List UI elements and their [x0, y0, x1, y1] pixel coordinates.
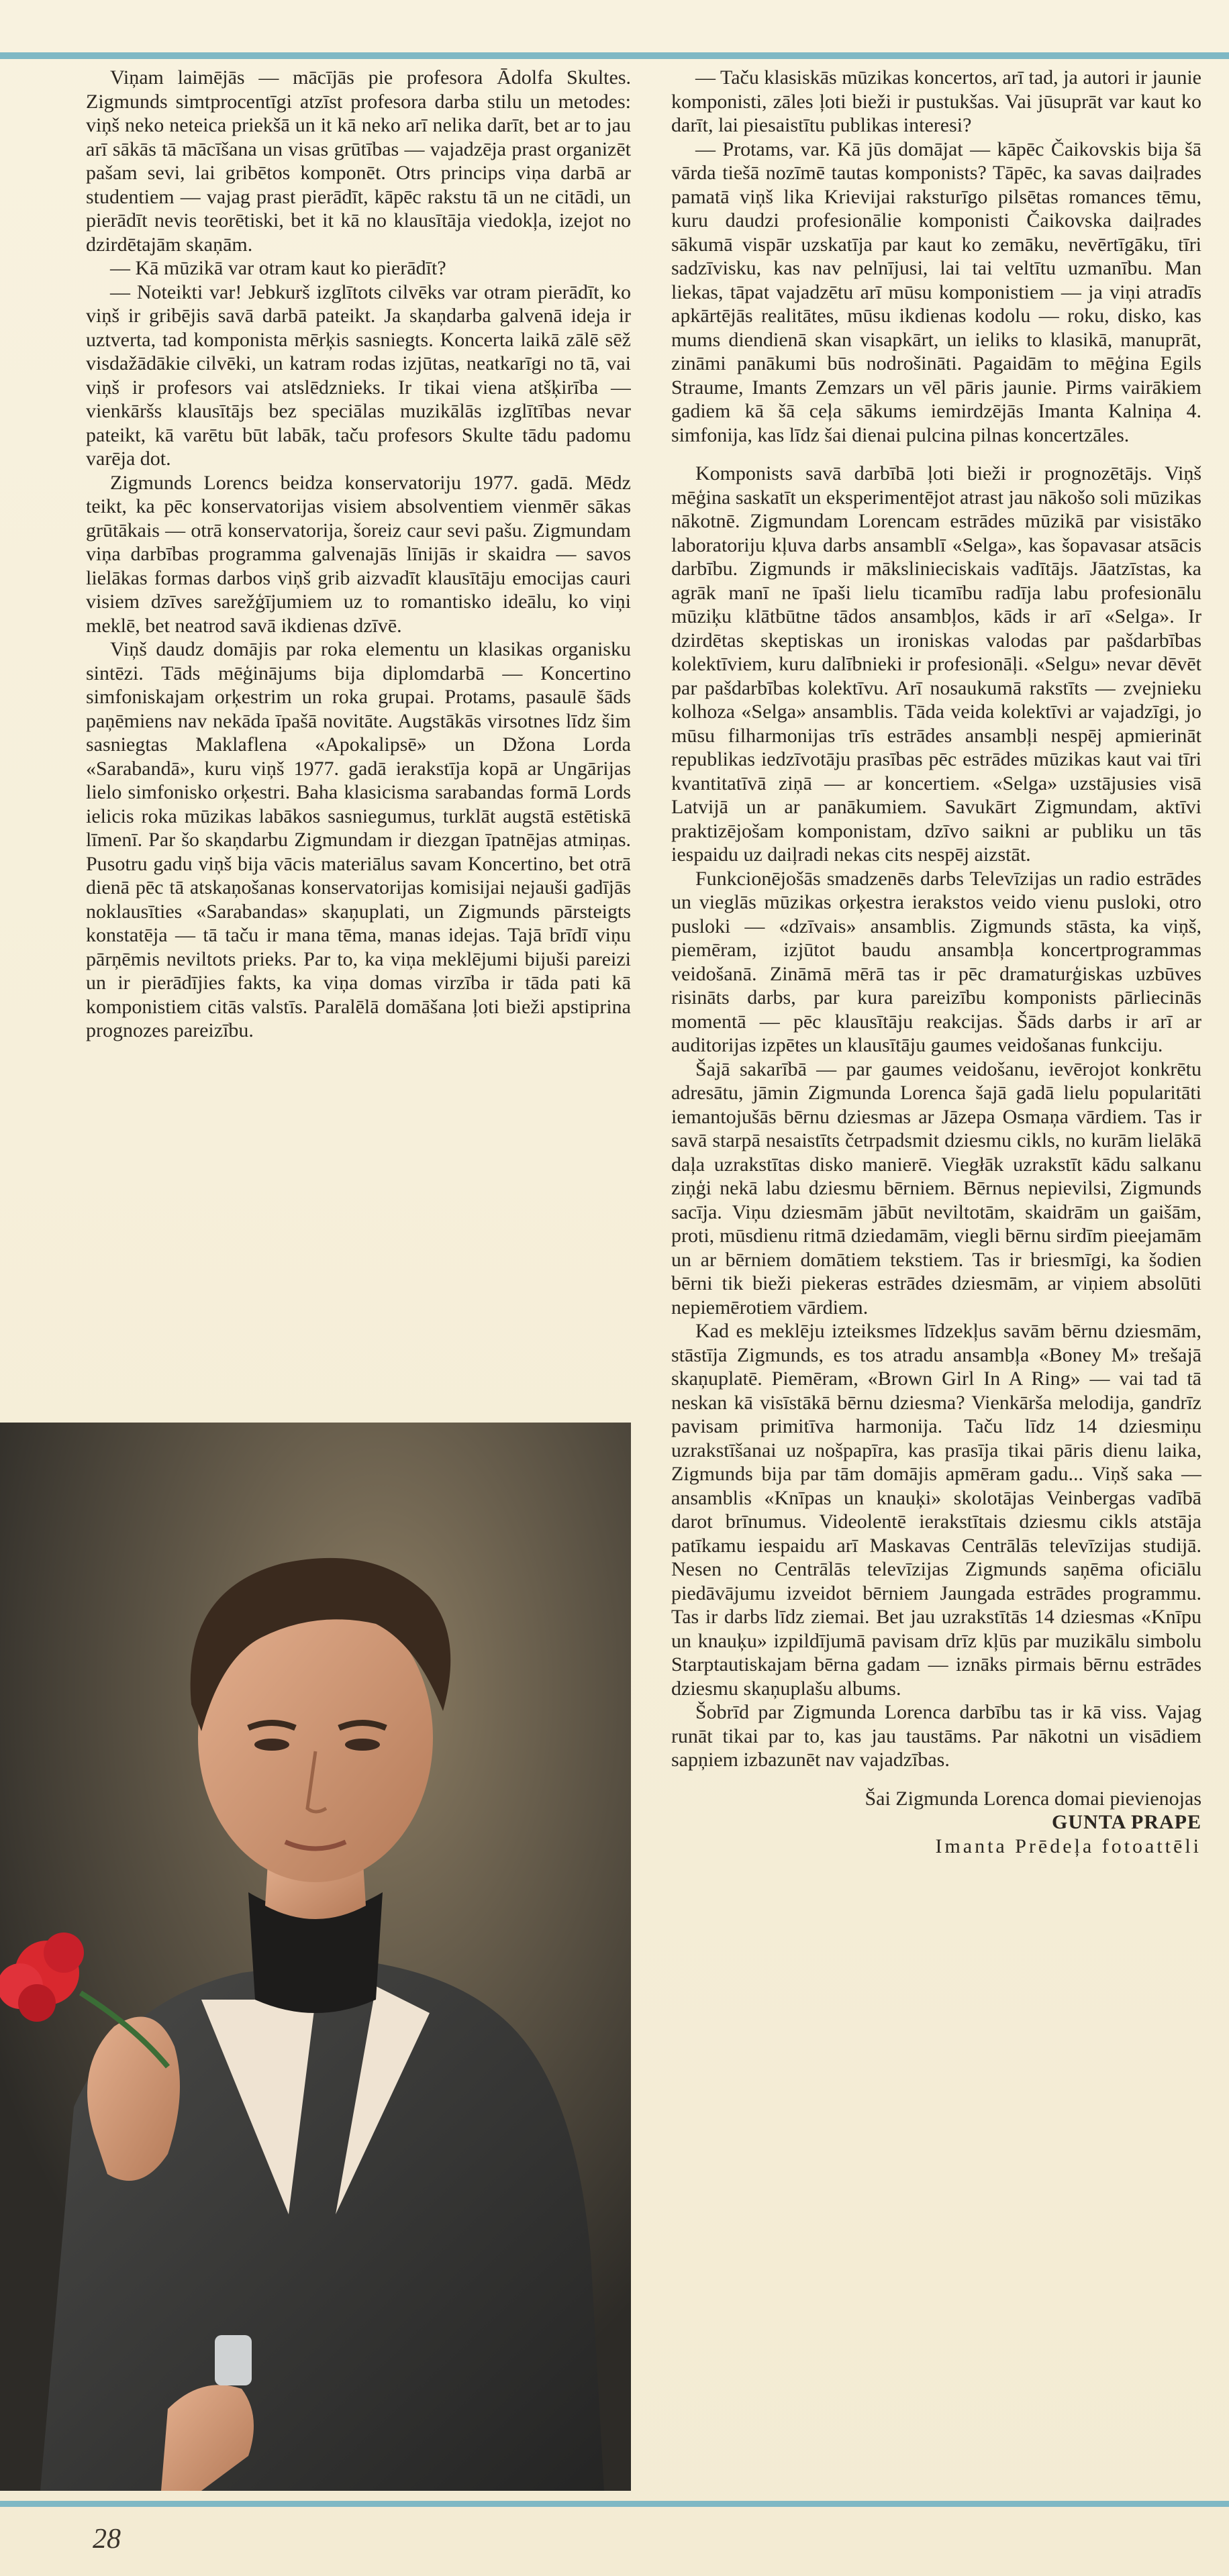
paragraph: Šajā sakarībā — par gaumes veidošanu, ievērojot konkrētu adresātu, jāmin Zigmunda Lorenca šajā gadā lielu popularitāti iemantojušās bērnu dziesmas ar Jāzepa Osmaņa vārdiem. Tas ir savā starpā nesaistīts četrpadsmit dziesmu cikls, no kurām lielākā daļa uzrakstītas disko manierē. Viegłāk uzrakstīt kādu salkanu ziņģi nekā labu dziesmu bērniem. Bērnus nepievilsi, Zigmunds sacīja. Viņu dziesmām jābūt neviltotām, skaidrām un gaišām, proti, mūsdienu ritmā dziedamām, viegli bērnu sirdīm pieejamām un ar bērniem domātiem tekstiem. Tas ir briesmīgi, ka šodien bērni tik bieži piekeras estrādes dziesmām, ar viņiem absolūti nepiemērotiem vārdiem.	[671, 1058, 1201, 1319]
paragraph: Viņš daudz domājis par roka elementu un klasikas organisku sintēzi. Tāds mēģinājums bija diplomdarbā — Koncertino simfoniskajam orķestrim un roka grupai. Protams, pasaulē šāds paņēmiens nav nekāda īpašā novitāte. Augstākās virsotnes līdz šim sasniegtas Maklaflena «Apokalipsē» un Džona Lorda «Sarabandā», kuru viņš 1977. gadā ierakstīja kopā ar Ungārijas lielo simfonisko orķestri. Baha klasicisma sarabandas formā Lords ielicis roka mūzikas labākos sasniegumus, turklāt augstā estētiskā līmenī. Par šo skaņdarbu Zigmundam ir diezgan īpatnējas atmiņas. Pusotru gadu viņš bija vācis materiālus savam Koncertino, bet otrā dienā pēc tā atskaņošanas konservatorijas komisijai nejauši gadījās noklausīties «Sarabandas» skaņuplati, un Zigmunds pārsteigts konstatēja — tā taču ir mana tēma, manas idejas. Tajā brīdī viņu pārņēmis neviltots prieks. Par to, ka viņa meklējumi bijuši pareizi un ir pierādījies fakts, ka viņa domas virzība ir tāda pati kā komponistiem citās valstīs. Paralēlā domāšana ļoti bieži apstiprina prognozes pareizību.	[86, 638, 631, 1041]
top-rule	[0, 52, 1229, 59]
composer-portrait-photo	[0, 1423, 631, 2491]
right-article-column	[671, 66, 1201, 2428]
signature-intro: Šai Zigmunda Lorenca domai pievienojas	[865, 1787, 1201, 1810]
bottom-rule	[0, 2501, 1229, 2507]
left-article-column	[86, 66, 631, 1381]
author-credit: GUNTA PRAPE	[1052, 1811, 1201, 1833]
paragraph-question: — Kā mūzikā var otram kaut ko pierādīt?	[110, 257, 446, 279]
photo-credit: Imanta Prēdeļa fotoattēli	[935, 1835, 1201, 1857]
paragraph: Šobrīd par Zigmunda Lorenca darbību tas ir kā viss. Vajag runāt tikai par to, kas jau taustāms. Par nākotni un visādiem sapņiem izbazunēt nav vajadzības.	[671, 1701, 1201, 1771]
portrait-illustration	[0, 1423, 631, 2491]
paragraph: Viņam laimējās — mācījās pie profesora Ādolfa Skultes. Zigmunds simtprocentīgi atzīst profesora darba stilu un metodes: viņš neko neteica priekšā un it kā neko arī nelika darīt, bet ar to jau arī sākās tā mācīšana un visas grūtības — vajadzēja prast organizēt pašam sevi, lai gribētos komponēt. Otrs princips viņa darbā ar studentiem — vajag prast pierādīt, kāpēc rakstu tā un ne citādi, un pierādīt nevis teorētiski, bet it kā no klausītāja viedokļa, izejot no dzirdētajām skaņām.	[86, 66, 631, 256]
paragraph: Kad es meklēju izteiksmes līdzekļus savām bērnu dziesmām, stāstīja Zigmunds, es tos atradu ansambļa «Boney M» trešajā skaņuplatē. Piemēram, «Brown Girl In A Ring» — vai tad tā neskan kā visīstākā bērnu dziesma? Vienkārša melodija, gandrīz pavisam primitīva harmonija. Taču līdz 14 dziesmiņu uzrakstīšanai uz nošpapīra, kas prasīja tikai pāris dienu laika, Zigmunds bija par tām domājis apmēram gadu... Viņš saka — ansamblis «Knīpas un knauķi» skolotājas Veinbergas vadībā darot brīnumus. Videolentē ierakstītais dziesmu cikls atstāja patīkamu iespaidu arī Maskavas Centrālās televīzijas studijā. Nesen no Centrālās televīzijas Zigmunds saņēma oficiālu piedāvājumu izveidot bērniem Jaungada estrādes programmu. Tas ir darbs līdz ziemai. Bet jau uzrakstītās 14 dziesmas «Knīpu un knauķu» izpildījumā pavisam drīz kļūs par muzikālu simbolu Starptautiskajam bērna gadam — iznāks pirmais bērnu estrādes dziesmu skaņuplašu albums.	[671, 1320, 1201, 1700]
paragraph: — Protams, var. Kā jūs domājat — kāpēc Čaikovskis bija šā vārda tiešā nozīmē tautas komponists? Tāpēc, ka savas daiļrades pamatā viņš lika Krievijai raksturīgo pilsētas romances tēmu, kuru daudzi profesionālie komponisti Čaikovska daiļrades sākumā vispār uzskatīja par kaut ko zemāku, nevērtīgāku, tīri sadzīvisku, kas nav pelnījusi, lai tai veltītu uzmanību. Man liekas, tāpat vajadzētu arī mūsu komponistiem — ja viņi atradīs apkārtējās realitātes, mūsu ikdienas kodolu — roku, disko, kas mums diendienā skan visapkārt, un ieliks to klasikā, manuprāt, zināmi panākumi būs nodrošināti. Pagaidām to mēģina Egils Straume, Imants Zemzars un vēl pāris jaunie. Pirms vairākiem gadiem kā šā ceļa sākums iemirdzējās Imanta Kalniņa 4. simfonija, kas līdz šai dienai pulcina pilnas koncertzāles.	[671, 138, 1201, 446]
paragraph: Komponists savā darbībā ļoti bieži ir prognozētājs. Viņš mēģina saskatīt un eksperimentējot atrast jau nākošo soli mūzikas nākotnē. Zigmundam Lorencam estrādes mūzikā par visistāko laboratoriju kļuva darbs ansamblī «Selga», kas šopavasar atsācis darbību. Zigmunds ir mākslinieciskais vadītājs. Jāatzīstas, ka agrāk manī ne īpaši lielu ticamību radīja labu profesionālu mūziķu klātbūtne tādos ansambļos, kāds ir arī «Selga». Ir dzirdētas skeptiskas un ironiskas valodas par pašdarbības kolektīviem, kuru dalībnieki ir profesionāļi. «Selgu» nevar dēvēt par pašdarbības kolektīvu. Arī nosaukumā rakstīts — zvejnieku kolhoza «Selga» ansamblis. Tāda veida kolektīvi ar vajadzīgi, jo mūsu filharmonijas trīs estrādes ansambļi nespēj apmierināt republikas iedzīvotāju prasības pēc estrādes mūzikas kaut vai tīri kvantitatīvā ziņā — ar koncertiem. «Selga» uzstājusies visā Latvijā un ar panākumiem. Savukārt Zigmundam, aktīvi praktizējošam komponistam, dzīvo saikni ar publiku un tās iespaidu uz daiļradi nekas cits nespēj aizstāt.	[671, 462, 1201, 866]
paragraph: — Noteikti var! Jebkurš izglītots cilvēks var otram pierādīt, ko viņš ir gribējis savā darbā pateikt. Ja skaņdarba galvenā ideja ir uztverta, tad komponista mērķis sasniegts. Koncerta laikā zālē sēž visdažādākie cilvēki, un katram rodas izjūtas, neatkarīgi no tā, vai viņš ir profesors vai atslēdznieks. Ir tikai viena atšķirība — vienkāršs klausītājs bez speciālas muzikālās izglītības nevar pateikt, kā varētu būt labāk, taču profesors Skulte tādu padomu varēja dot.	[86, 280, 631, 470]
paragraph-question: — Taču klasiskās mūzikas koncertos, arī tad, ja autori ir jaunie komponisti, zāles ļoti bieži ir pustukšas. Vai jūsuprāt var kaut ko darīt, lai piesaistītu publikas interesi?	[671, 66, 1201, 136]
paragraph: Zigmunds Lorencs beidza konservatoriju 1977. gadā. Mēdz teikt, ka pēc konservatorijas visiem absolventiem vienmēr sākas grūtākais — otrā konservatorija, šoreiz caur sevi pašu. Zigmundam viņa darbības programma galvenajās līnijās ir skaidra — savos lielākas formas darbos viņš grib aizvadīt klausītāju emocijas cauri visiem dzīves sarežģījumiem uz to romantisko ideālu, ko viņi meklē, bet neatrod savā ikdienas dzīvē.	[86, 471, 631, 637]
article-signature	[671, 1787, 1201, 1859]
page-number: 28	[93, 2524, 121, 2555]
paragraph: Funkcionējošās smadzenēs darbs Televīzijas un radio estrādes un vieglās mūzikas orķestra ierakstos veido vienu pusloki, otro pusloki — «dzīvais» ansamblis. Zigmunds stāsta, ka viņš, piemēram, izjūtot baudu ansambļa koncertprogrammas veidošanā. Zināmā mērā tas ir pēc dramaturģiskas uzbūves risināts darbs, par kura pareizību komponists pārliecinās momentā — pēc klausītāju reakcijas. Šāds darbs ir arī ar auditorijas izpētes un klausītāju gaumes veidošanas funkciju.	[671, 867, 1201, 1056]
